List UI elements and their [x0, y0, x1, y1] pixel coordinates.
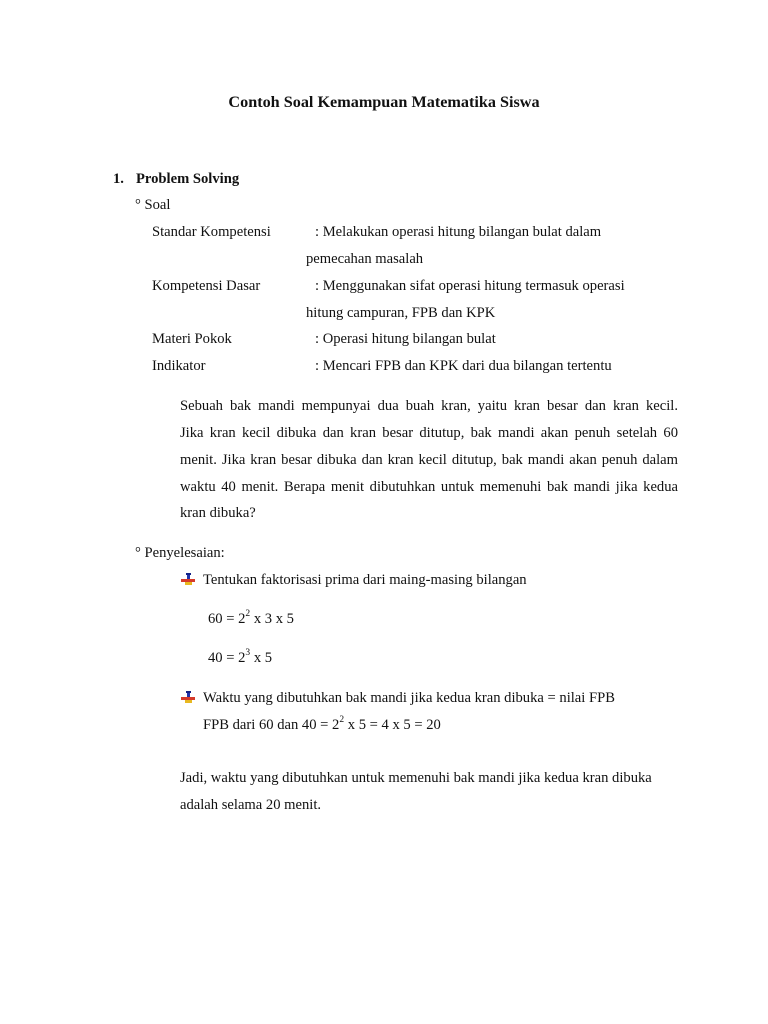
- info-value-standar: : Melakukan operasi hitung bilangan bulat dalam: [315, 224, 602, 240]
- info-value-kompetensi: : Menggunakan sifat operasi hitung termasuk operasi: [315, 278, 625, 294]
- info-label-standar: Standar Kompetensi: [152, 224, 271, 240]
- info-value-indikator: : Mencari FPB dan KPK dari dua bilangan tertentu: [315, 358, 612, 374]
- section-number: 1.: [113, 171, 124, 187]
- problem-line: Jika kran kecil dibuka dan kran besar ditutup, bak mandi akan penuh setelah 60: [180, 425, 678, 441]
- info-continuation-standar: pemecahan masalah: [306, 251, 424, 267]
- problem-line: Sebuah bak mandi mempunyai dua buah kran, yaitu kran besar dan kran kecil.: [180, 398, 678, 414]
- penyelesaian-label: ° Penyelesaian:: [135, 545, 225, 561]
- conclusion-line: Jadi, waktu yang dibutuhkan untuk memenuhi bak mandi jika kedua kran dibuka: [180, 770, 652, 786]
- info-label-indikator: Indikator: [152, 358, 206, 374]
- soal-label: ° Soal: [135, 197, 171, 213]
- info-value-materi: : Operasi hitung bilangan bulat: [315, 331, 496, 347]
- equation-60: $60 = 2^2$ x 3 x 5: [208, 609, 294, 627]
- equation-40: $40 = 2^3$ x 5: [208, 648, 273, 666]
- bullet-icon: [181, 691, 195, 704]
- bullet-icon: [181, 573, 195, 586]
- step-2-text: Waktu yang dibutuhkan bak mandi jika kedua kran dibuka = nilai FPB: [203, 690, 615, 706]
- problem-line: menit. Jika kran besar dibuka dan kran kecil ditutup, bak mandi akan penuh dalam: [180, 452, 678, 468]
- equation-fpb: FPB dari 60 dan $40 = 2^2$ x 5 = 4 x 5 = 20: [203, 715, 441, 733]
- info-continuation-kompetensi: hitung campuran, FPB dan KPK: [306, 305, 496, 321]
- document-title: Contoh Soal Kemampuan Matematika Siswa: [228, 93, 540, 111]
- info-label-materi: Materi Pokok: [152, 331, 232, 347]
- problem-line: waktu 40 menit. Berapa menit dibutuhkan untuk memenuhi bak mandi jika kedua: [180, 479, 678, 495]
- conclusion-line: adalah selama 20 menit.: [180, 797, 322, 813]
- section-heading: Problem Solving: [136, 171, 240, 187]
- problem-line: kran dibuka?: [180, 505, 256, 521]
- step-1-text: Tentukan faktorisasi prima dari maing-masing bilangan: [203, 572, 527, 588]
- info-label-kompetensi: Kompetensi Dasar: [152, 278, 261, 294]
